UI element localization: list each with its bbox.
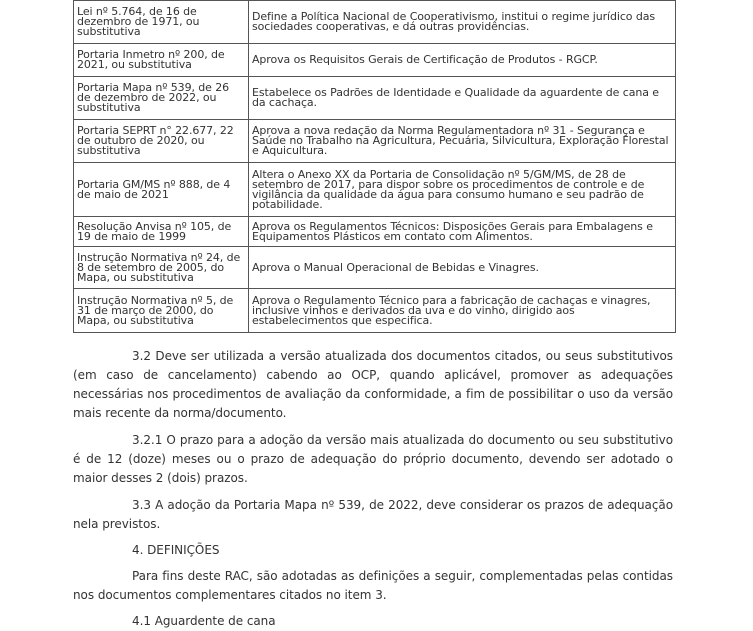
table-row (74, 217, 676, 247)
document-page (73, 0, 673, 631)
description-cell: Estabelece os Padrões de Identidade e Qualidade da aguardente de cana e da cachaça. (249, 77, 676, 120)
description-cell: Altera o Anexo XX da Portaria de Consolidação nº 5/GM/MS, de 28 de setembro de 2017, para dispor sobre os procedimentos de controle e de vigilância da qualidade da água para consumo humano e seu padrão de potabilidade. (249, 163, 676, 217)
paragraph-4-intro: Para fins deste RAC, são adotadas as definições a seguir, complementadas pelas contidas nos documentos complementares citados no item 3. (73, 569, 673, 602)
reference-cell: Portaria GM/MS nº 888, de 4 de maio de 2021 (74, 163, 249, 217)
description-cell: Aprova o Regulamento Técnico para a fabricação de cachaças e vinagres, inclusive vinhos e derivados da uva e do vinho, dirigido aos estabelecimentos que especifica. (249, 289, 676, 333)
description-cell: Aprova os Regulamentos Técnicos: Disposições Gerais para Embalagens e Equipamentos Plásticos em contato com Alimentos. (249, 217, 676, 247)
reference-cell: Portaria Mapa nº 539, de 26 de dezembro de 2022, ou substitutiva (74, 77, 249, 120)
table-row (74, 1, 676, 44)
section-heading-definitions: 4. DEFINIÇÕES (132, 543, 220, 557)
complementary-documents-table (73, 0, 676, 333)
table-row (74, 247, 676, 289)
reference-cell: Portaria SEPRT n° 22.677, 22 de outubro de 2020, ou substitutiva (74, 120, 249, 163)
paragraph-4-1: 4.1 Aguardente de cana (132, 614, 276, 628)
description-cell: Define a Política Nacional de Cooperativismo, institui o regime jurídico das sociedades cooperativas, e dá outras providências. (249, 1, 676, 44)
description-cell: Aprova o Manual Operacional de Bebidas e Vinagres. (249, 247, 676, 289)
reference-cell: Portaria Inmetro nº 200, de 2021, ou substitutiva (74, 44, 249, 77)
table-row (74, 77, 676, 120)
table-row (74, 163, 676, 217)
paragraph-3-3: 3.3 A adoção da Portaria Mapa nº 539, de 2022, deve considerar os prazos de adequação nela previstos. (73, 498, 673, 531)
table-row (74, 44, 676, 77)
description-cell: Aprova os Requisitos Gerais de Certificação de Produtos - RGCP. (249, 44, 676, 77)
reference-cell: Instrução Normativa nº 24, de 8 de setembro de 2005, do Mapa, ou substitutiva (74, 247, 249, 289)
table-row (74, 120, 676, 163)
table-row (74, 289, 676, 333)
paragraph-3-2-1: 3.2.1 O prazo para a adoção da versão mais atualizada do documento ou seu substitutivo é de 12 (doze) meses ou o prazo de adequação do próprio documento, devendo ser adotado o maior desses 2 (dois) prazos. (73, 433, 673, 485)
paragraph-3-2: 3.2 Deve ser utilizada a versão atualizada dos documentos citados, ou seus substitutivos (em caso de cancelamento) cabendo ao OCP, quando aplicável, promover as adequações necessárias nos procedimentos de avaliação da conformidade, a fim de possibilitar o uso da versão mais recente da norma/documento. (73, 349, 673, 420)
description-cell: Aprova a nova redação da Norma Regulamentadora nº 31 - Segurança e Saúde no Trabalho na Agricultura, Pecuária, Silvicultura, Exploração Florestal e Aquicultura. (249, 120, 676, 163)
reference-cell: Resolução Anvisa nº 105, de 19 de maio de 1999 (74, 217, 249, 247)
reference-cell: Instrução Normativa nº 5, de 31 de março de 2000, do Mapa, ou substitutiva (74, 289, 249, 333)
reference-cell: Lei nº 5.764, de 16 de dezembro de 1971, ou substitutiva (74, 1, 249, 44)
